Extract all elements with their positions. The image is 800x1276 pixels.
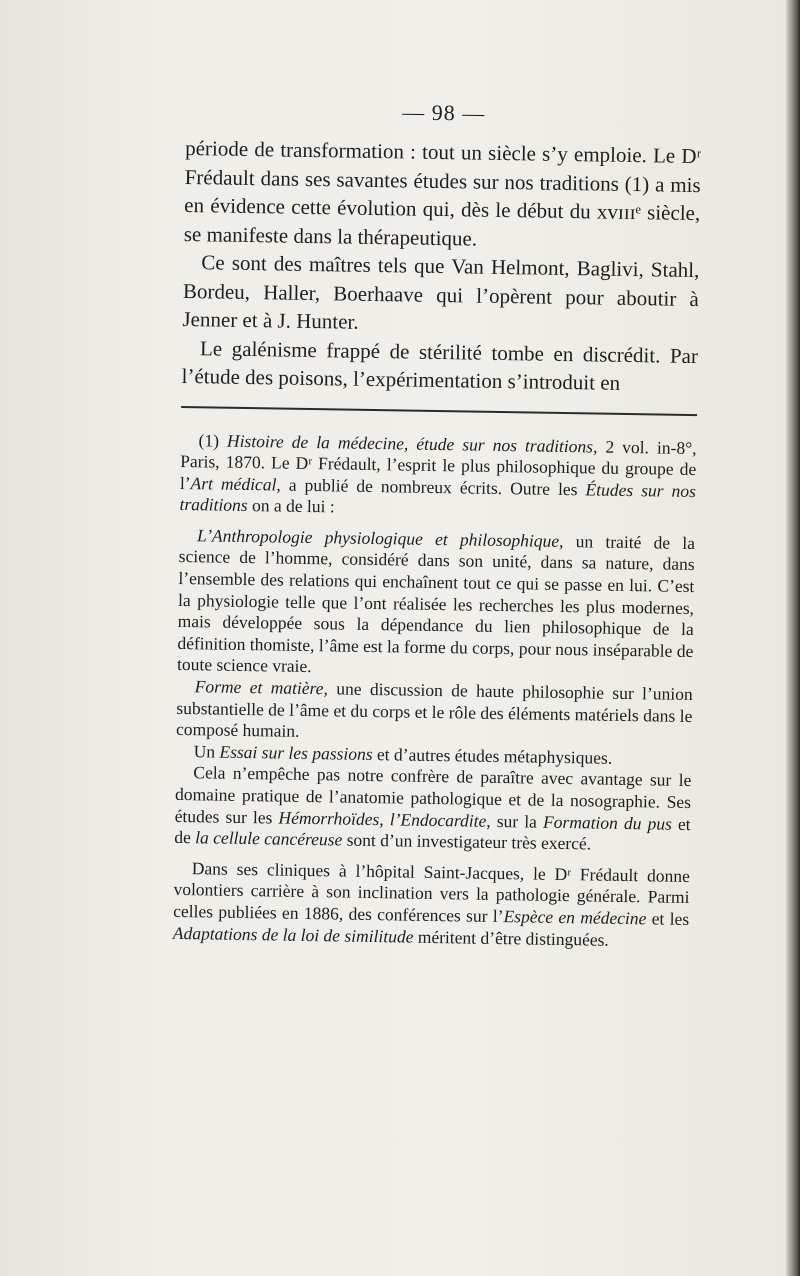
paragraph-3: Le galénisme frappé de stérilité tombe en discrédit. Par l’étude des poisons, l’expérimentation s’introduit en [181,335,699,395]
footnote-5-title-1: Hémorrhoïdes [278,807,380,829]
footnote-6-title-2: Adaptations de la loi de similitude [172,922,414,947]
footnote-2 [177,525,695,684]
footnote-5-title-4: la cellule cancéreuse [195,827,343,850]
footnote-1-title: Histoire de la médecine, étude sur nos traditions [226,430,594,456]
page-edge-shadow [786,0,800,1276]
footnote-5-mid-2: et de [174,813,691,848]
footnote-6-text: méritent d’être distinguées. [413,926,609,950]
footnotes [173,429,697,952]
footnote-3-title: Forme et matière [194,676,324,699]
footnote-4-text: et d’autres études métaphysiques. [372,743,613,768]
paragraph-1: période de transformation : tout un siècle s’y emploie. Le Dʳ Frédault dans ses savantes études sur nos traditions (1) a mis en évidence cette évolution qui, dès le début du xvɪɪɪᵉ siècle, se manifeste dans la thérapeutique. [183,135,702,251]
footnote-5-text: sont d’un investigateur très exercé. [342,829,592,854]
footnote-1-art: Art médical [190,472,277,495]
footnote-6 [173,858,690,952]
footnote-4-pre: Un [193,741,220,762]
footnote-3 [176,676,693,749]
footnote-divider [181,405,697,415]
footnote-4-title: Essai sur les passions [219,741,373,764]
footnote-1-text-3: on a de lui : [247,495,335,517]
footnote-2-title: L’Anthropologie physiologique et philosophique [196,525,560,551]
footnote-1-etudes: Études sur nos traditions [179,479,697,516]
footnote-3-text: , une discussion de haute philosophie sur l’union substantielle de l’âme et du corps et le rôle des éléments matériels dans le composé humain. [175,678,693,742]
footnote-5-title-2: l’Endocardite [389,808,487,831]
footnote-5-mid: , sur la [486,810,544,832]
footnote-5-title-3: Formation du pus [542,811,673,834]
footnote-2-text: , un traité de la science de l’homme, considéré dans son unité, dans sa nature, dans l’ensemble des relations qui enchaînent tout ce qui se passe en lui. C’est la physiologie telle que l’ont réalisée les recherches les plus modernes, mais développée sous la dépendance du lien philosophique de la définition thomiste, l’âme est la forme du corps, pour nous inséparable de toute science vraie. [176,530,696,677]
footnote-1 [179,429,696,523]
footnote-6-pre: Dans ses cliniques à l’hôpital Saint-Jacques, le Dʳ Frédault donne volontiers carrière à son inclination vers la pathologie générale. Parmi celles publiées en 1886, des conférences sur l’ [173,857,690,927]
footnote-6-mid: et les [646,908,690,929]
footnote-6-title-1: Espèce en médecine [503,906,647,929]
footnote-1-text-2: , a publié de nombreux écrits. Outre les [276,474,586,500]
footnote-1-text: , 2 vol. in-8°, Paris, 1870. Le Dʳ Frédault, l’esprit le plus philosophique du groupe de l’ [179,435,697,493]
page-content [173,96,702,952]
footnote-5-sep: , [379,808,390,829]
footnote-5 [174,762,691,856]
paragraph-2: Ce sont des maîtres tels que Van Helmont, Baglivi, Stahl, Bordeu, Haller, Boerhaave qui l’opèrent pour aboutir à Jenner et à J. Hunter. [182,250,700,334]
footnote-number: (1) [198,429,228,451]
page-number: — 98 — [402,99,486,126]
footnote-5-pre: Cela n’empêche pas notre confrère de paraître avec avantage sur le domaine pratique de l’anatomie pathologique et de la nosographie. Ses études sur les [174,762,692,828]
main-text [181,134,701,399]
